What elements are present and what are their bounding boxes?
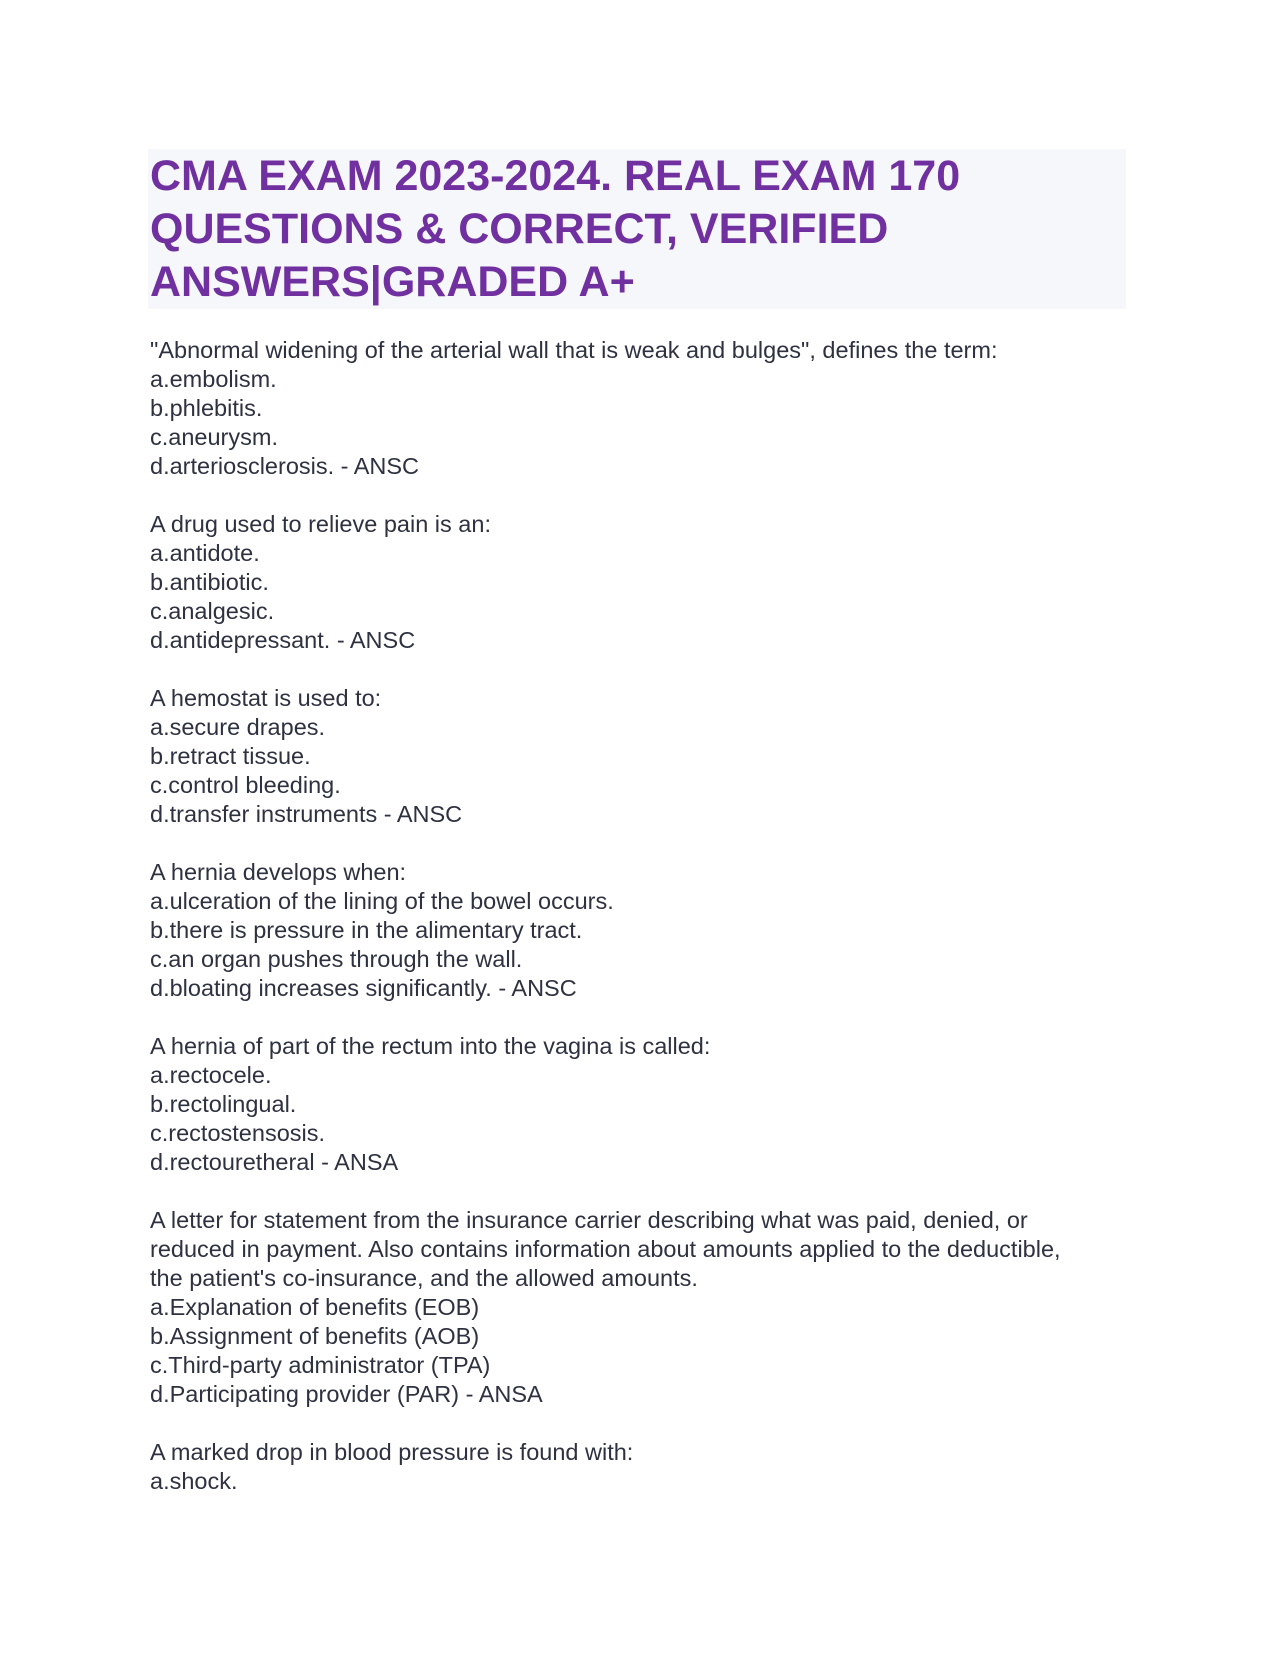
answer-option: a.antidote. xyxy=(150,540,260,566)
answer-option: d.rectouretheral - ANSA xyxy=(150,1149,399,1175)
question-stem-line: A letter for statement from the insurance carrier describing what was paid, denied, or xyxy=(150,1207,1028,1233)
question-item-1 xyxy=(150,336,1140,481)
answer-option: d.transfer instruments - ANSC xyxy=(150,801,463,827)
answer-option: a.ulceration of the lining of the bowel occurs. xyxy=(150,888,614,914)
question-item-4 xyxy=(150,858,1140,1003)
answer-option: c.analgesic. xyxy=(150,598,275,624)
answer-option: a.embolism. xyxy=(150,366,277,392)
answer-option: b.rectolingual. xyxy=(150,1091,297,1117)
answer-option: d.Participating provider (PAR) - ANSA xyxy=(150,1381,543,1407)
title-line-3: ANSWERS|GRADED A+ xyxy=(150,258,635,306)
answer-option: a.shock. xyxy=(150,1468,238,1494)
answer-option: a.secure drapes. xyxy=(150,714,326,740)
question-item-6 xyxy=(150,1206,1140,1409)
title-line-2: QUESTIONS & CORRECT, VERIFIED xyxy=(150,205,889,253)
question-item-2 xyxy=(150,510,1140,655)
answer-option: b.there is pressure in the alimentary tract. xyxy=(150,917,583,943)
answer-option: a.Explanation of benefits (EOB) xyxy=(150,1294,480,1320)
answer-option: b.phlebitis. xyxy=(150,395,263,421)
question-stem: A marked drop in blood pressure is found with: xyxy=(150,1439,634,1465)
answer-option: c.rectostensosis. xyxy=(150,1120,326,1146)
answer-option: b.retract tissue. xyxy=(150,743,311,769)
answer-option: c.an organ pushes through the wall. xyxy=(150,946,523,972)
questions-list xyxy=(150,336,1140,1525)
question-item-5 xyxy=(150,1032,1140,1177)
question-stem: A drug used to relieve pain is an: xyxy=(150,511,491,537)
question-stem: A hernia of part of the rectum into the vagina is called: xyxy=(150,1033,711,1059)
question-stem: A hernia develops when: xyxy=(150,859,407,885)
answer-option: b.Assignment of benefits (AOB) xyxy=(150,1323,480,1349)
answer-option: c.aneurysm. xyxy=(150,424,278,450)
answer-option: c.control bleeding. xyxy=(150,772,341,798)
answer-option: b.antibiotic. xyxy=(150,569,269,595)
document-title xyxy=(150,150,1080,309)
title-line-1: CMA EXAM 2023-2024. REAL EXAM 170 xyxy=(150,152,961,200)
answer-option: a.rectocele. xyxy=(150,1062,272,1088)
question-stem: A hemostat is used to: xyxy=(150,685,382,711)
question-item-3 xyxy=(150,684,1140,829)
answer-option: c.Third-party administrator (TPA) xyxy=(150,1352,491,1378)
question-item-7 xyxy=(150,1438,1140,1496)
question-stem-line: the patient's co-insurance, and the allowed amounts. xyxy=(150,1265,698,1291)
answer-option: d.bloating increases significantly. - ANSC xyxy=(150,975,577,1001)
question-stem: "Abnormal widening of the arterial wall that is weak and bulges", defines the term: xyxy=(150,337,998,363)
answer-option: d.antidepressant. - ANSC xyxy=(150,627,416,653)
answer-option: d.arteriosclerosis. - ANSC xyxy=(150,453,420,479)
question-stem-line: reduced in payment. Also contains information about amounts applied to the deductible, xyxy=(150,1236,1061,1262)
